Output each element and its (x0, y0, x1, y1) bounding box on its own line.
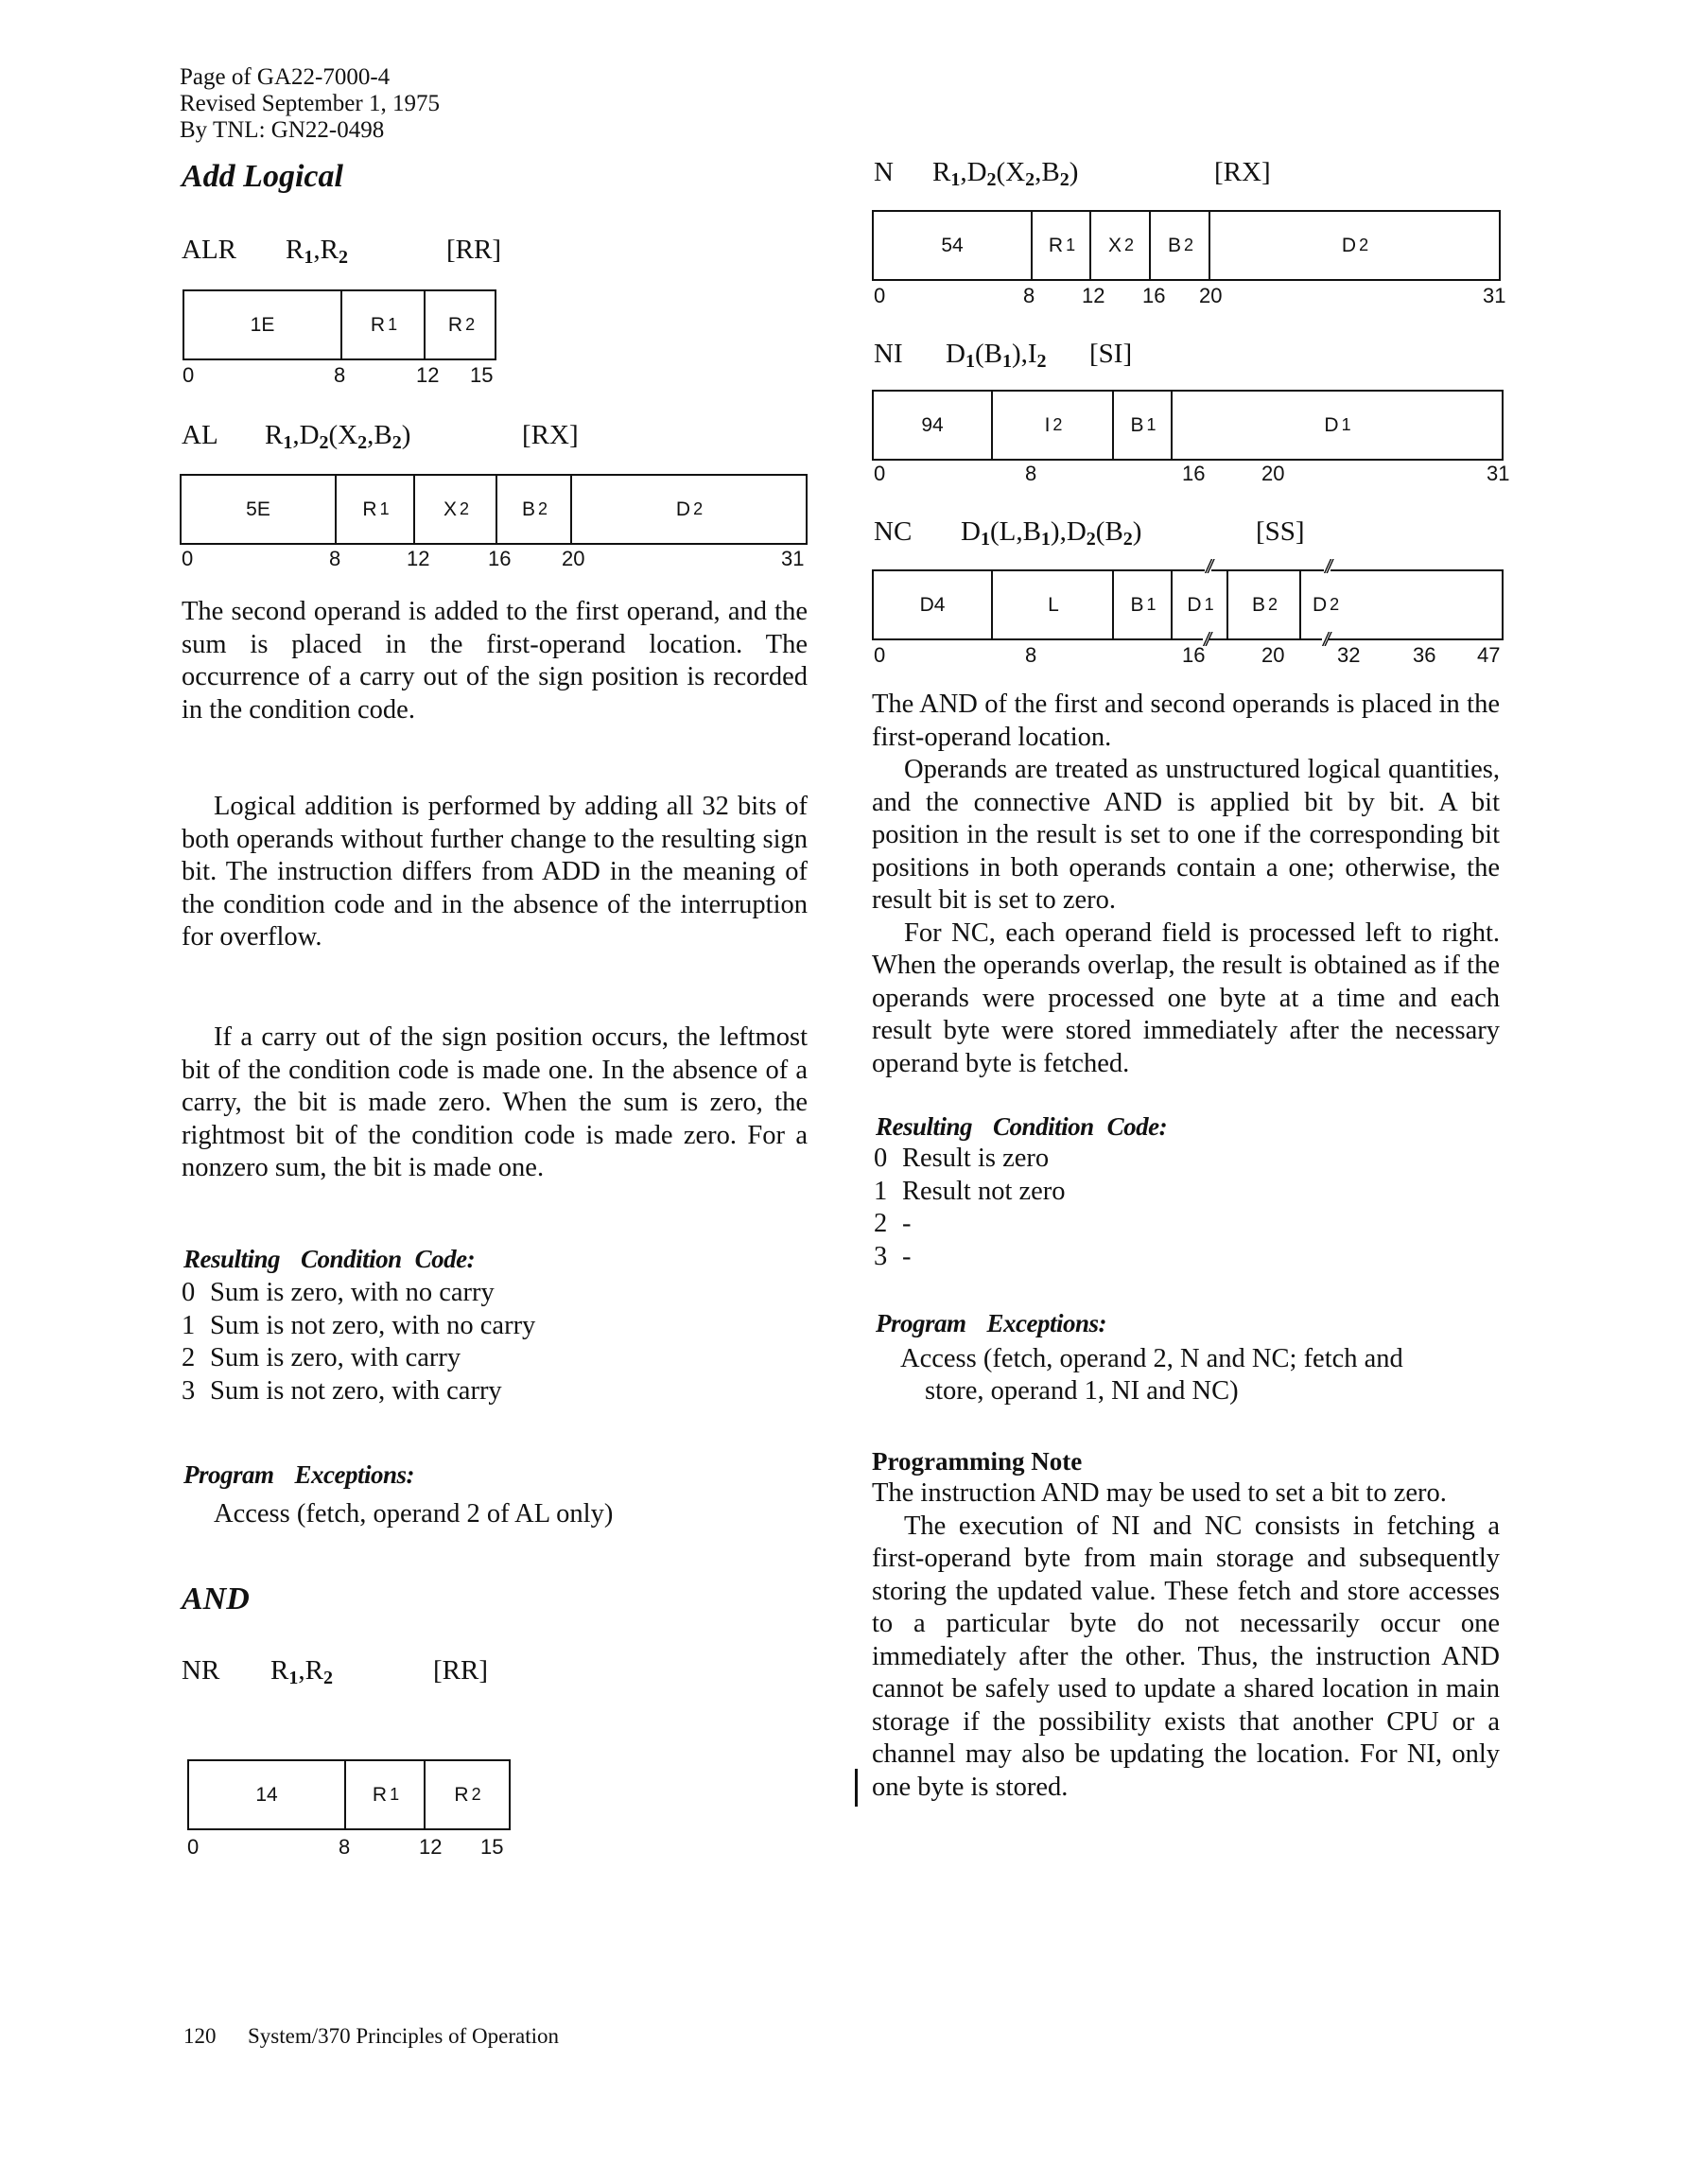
paragraph: If a carry out of the sign position occurs, the leftmost bit of the condition code is made one. In the absence of a carry, the bit is made zero. When the sum is zero, the rightmost bit of the condition code is made zero. For a nonzero sum, the bit is made one. (182, 1022, 808, 1182)
operands: $R_1,R_2$ (270, 1655, 333, 1688)
bit-positions-alr: 0 8 12 15 (183, 363, 494, 387)
cc-item: 0 Result is zero (874, 1144, 1050, 1173)
field-r1: R 1 (344, 1761, 426, 1828)
instr-line-ni (874, 339, 1441, 371)
mnemonic: ALR (182, 235, 236, 265)
paragraph: The AND of the first and second operands is placed in the first-operand location. (872, 690, 1500, 752)
paragraph: Logical addition is performed by adding all 32 bits of both operands without further change to the resulting sign bit. The instruction differs from ADD in the meaning of the condition code and in the absence of the interruption for overflow. (182, 792, 808, 952)
cc-item: 1 Result not zero (874, 1176, 1066, 1206)
break-mark-icon: // (1323, 630, 1329, 651)
operands: $D_1(B_1),I_2$ (946, 339, 1047, 372)
format-diagram-al (180, 474, 808, 545)
field-opcode: 14 (255, 1783, 278, 1806)
header-page-of: Page of GA22-7000-4 (180, 64, 391, 90)
field-r1: R 1 (1031, 212, 1091, 279)
pe-text-add-logical: Access (fetch, operand 2 of AL only) (214, 1499, 614, 1529)
format-type: [RR] (433, 1655, 488, 1686)
operands: $D_1(L,B_1),D_2(B_2)$ (961, 516, 1142, 550)
field-d1: D 1 (1171, 392, 1503, 459)
break-mark-icon: // (1204, 630, 1209, 651)
field-opcode: 1E (250, 313, 275, 336)
operands: $R_1,R_2$ (286, 235, 348, 268)
section-title-and: AND (182, 1581, 250, 1616)
field-r2: R 2 (424, 291, 497, 358)
field-b1: B 1 (1112, 571, 1173, 638)
header-revised: Revised September 1, 1975 (180, 91, 440, 116)
mnemonic: NC (874, 516, 913, 547)
bit-positions-nc: 0 8 16 20 32 36 47 (874, 643, 1501, 667)
format-diagram-alr (183, 289, 496, 360)
cc-heading-add-logical: Resulting Condition Code: (183, 1245, 476, 1273)
cc-list-and (874, 1143, 1066, 1273)
field-x2: X 2 (1089, 212, 1151, 279)
field-d2: D 2 (1209, 212, 1500, 279)
operands: $R_1,D_2(X_2,B_2)$ (265, 420, 411, 453)
paragraph: Operands are treated as unstructured logical quantities, and the connective AND is applied bit by bit. A bit position in the result is set to one if the corresponding bit positions in both operands contain a one; otherwise, the result bit is set to zero. (872, 755, 1500, 915)
format-type: [SS] (1256, 516, 1305, 547)
pe-text-and-line1: Access (fetch, operand 2, N and NC; fetch and (900, 1344, 1403, 1373)
field-b1: B 1 (1112, 392, 1173, 459)
field-l: L (991, 571, 1114, 638)
format-type: [SI] (1089, 339, 1133, 369)
book-title: System/370 Principles of Operation (248, 2024, 559, 2048)
cc-item: 0 Sum is zero, with no carry (182, 1278, 495, 1307)
instr-line-nc (874, 516, 1441, 549)
cc-heading-and: Resulting Condition Code: (876, 1112, 1168, 1141)
mnemonic: AL (182, 420, 218, 450)
field-d2: D 2 (1299, 571, 1514, 638)
paragraph: The execution of NI and NC consists in fetching a first-operand byte from main storage and subsequently storing the updated value. These fetch and store accesses to a particular byte do not necessarily occur one immediately after the other. Thus, the instruction AND cannot be safely used to update a shared location in main storage if the possibility exists that another CPU or a channel may also be updating the location. For NI, only one byte is stored. (872, 1511, 1500, 1802)
cc-list-add-logical (182, 1277, 535, 1407)
operands: $R_1,D_2(X_2,B_2)$ (932, 157, 1079, 190)
mnemonic: NI (874, 339, 903, 369)
pe-heading-and: Program Exceptions: (876, 1309, 1107, 1337)
page-number: 120 (183, 2024, 217, 2048)
programming-note-heading: Programming Note (872, 1447, 1083, 1476)
add-logical-description-3 (182, 1022, 808, 1185)
instr-line-al (182, 420, 749, 452)
section-title-add-logical: Add Logical (182, 159, 343, 194)
field-r1: R 1 (340, 291, 426, 358)
field-d2: D 2 (570, 476, 807, 543)
document-header (180, 64, 440, 144)
format-diagram-nr (187, 1759, 511, 1830)
and-description (872, 689, 1500, 1080)
bit-positions-al: 0 8 12 16 20 31 (182, 547, 805, 570)
pe-text-and-line2: store, operand 1, NI and NC) (925, 1376, 1239, 1406)
field-b2: B 2 (1149, 212, 1210, 279)
field-i2: I 2 (991, 392, 1114, 459)
field-r1: R 1 (335, 476, 415, 543)
field-opcode: 5E (246, 498, 270, 520)
field-x2: X 2 (413, 476, 497, 543)
header-tnl: By TNL: GN22-0498 (180, 117, 385, 143)
mnemonic: N (874, 157, 894, 187)
cc-item: 3 Sum is not zero, with carry (182, 1375, 502, 1406)
format-diagram-nc (872, 569, 1504, 640)
instr-line-n (874, 157, 1441, 189)
format-diagram-n (872, 210, 1501, 281)
bit-positions-nr: 0 8 12 15 (187, 1835, 504, 1859)
add-logical-description (182, 596, 808, 726)
instr-line-nr (182, 1655, 560, 1687)
field-r2: R 2 (424, 1761, 510, 1828)
break-mark-icon: // (1206, 557, 1211, 578)
add-logical-description-2 (182, 791, 808, 954)
bit-positions-n: 0 8 12 16 20 31 (874, 284, 1506, 307)
revision-bar (855, 1769, 858, 1807)
field-opcode: 54 (941, 234, 964, 256)
field-b2: B 2 (496, 476, 572, 543)
field-opcode: 94 (921, 413, 944, 436)
page-footer (183, 2024, 559, 2049)
cc-item: 3 - (874, 1241, 912, 1271)
cc-item: 2 Sum is zero, with carry (182, 1343, 461, 1372)
mnemonic: NR (182, 1655, 220, 1686)
break-mark-icon: // (1325, 557, 1330, 578)
field-opcode: D4 (919, 593, 946, 616)
field-d1: D 1 (1171, 571, 1228, 638)
programming-note-body (872, 1477, 1500, 1804)
paragraph: The instruction AND may be used to set a bit to zero. (872, 1478, 1447, 1508)
format-type: [RX] (522, 420, 579, 450)
bit-positions-ni: 0 8 16 20 31 (874, 462, 1510, 485)
paragraph: For NC, each operand field is processed left to right. When the operands overlap, the result is obtained as if the operands were processed one byte at a time and each result byte were stored immediately after the necessary operand byte is fetched. (872, 917, 1500, 1078)
paragraph: The second operand is added to the first operand, and the sum is placed in the first-operand location. The occurrence of a carry out of the sign position is recorded in the condition code. (182, 597, 808, 725)
pe-heading-add-logical: Program Exceptions: (183, 1460, 415, 1489)
format-diagram-ni (872, 390, 1504, 461)
format-type: [RR] (446, 235, 501, 265)
field-b2: B 2 (1226, 571, 1301, 638)
cc-item: 2 - (874, 1209, 912, 1238)
instr-line-alr (182, 235, 560, 267)
format-type: [RX] (1214, 157, 1271, 187)
cc-item: 1 Sum is not zero, with no carry (182, 1310, 536, 1340)
